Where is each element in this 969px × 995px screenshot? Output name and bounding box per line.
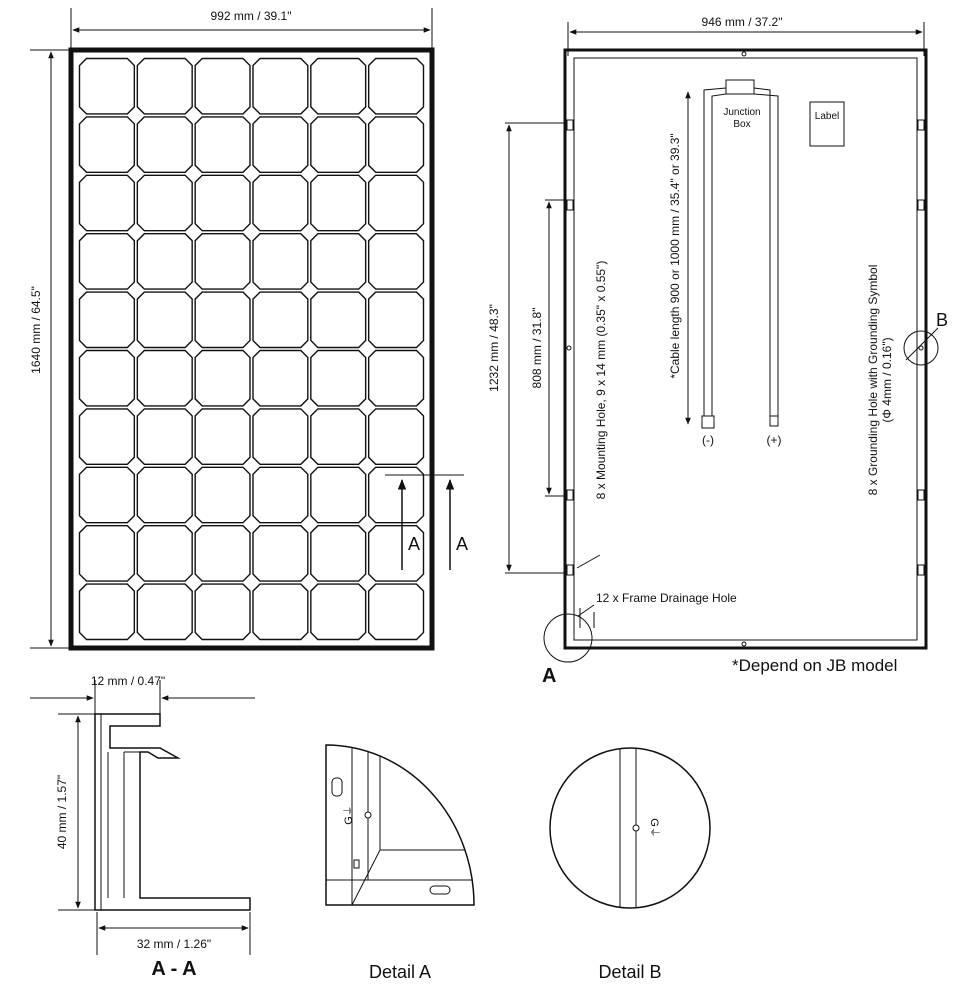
section-a-a-view [30, 674, 255, 980]
solar-cell [253, 117, 308, 172]
section-height-dimension: 40 mm / 1.57" [55, 774, 69, 850]
inner-span-dimension: 808 mm / 31.8" [530, 307, 544, 389]
solar-cell [311, 234, 366, 289]
cable-length-label: *Cable length 900 or 1000 mm / 35.4" or 39.3" [668, 133, 682, 379]
solar-cell [253, 409, 308, 464]
solar-cell [137, 175, 192, 230]
solar-cell [311, 584, 366, 639]
solar-cell [80, 409, 135, 464]
positive-terminal-label: (+) [766, 433, 782, 447]
solar-cell [253, 351, 308, 406]
detail-b-caption: Detail B [598, 962, 662, 982]
solar-cell [137, 584, 192, 639]
solar-cell [311, 409, 366, 464]
solar-cell [137, 409, 192, 464]
solar-cell [369, 117, 424, 172]
product-label-box [810, 102, 844, 146]
solar-cell [195, 175, 250, 230]
solar-cell [311, 351, 366, 406]
solar-cell [80, 175, 135, 230]
grounding-hole-label-line1: 8 x Grounding Hole with Grounding Symbol [866, 264, 880, 496]
solar-cell [369, 234, 424, 289]
grounding-hole-label-line2: (Φ 4mm / 0.16") [880, 337, 894, 423]
mounting-hole-label: 8 x Mounting Hole, 9 x 14 mm (0.35" x 0.55") [594, 260, 608, 500]
detail-a-marker-letter: A [542, 665, 557, 687]
drainage-hole-label: 12 x Frame Drainage Hole [596, 591, 737, 605]
solar-cell [253, 59, 308, 114]
solar-cell-grid [80, 59, 424, 640]
solar-cell [369, 292, 424, 347]
solar-cell [195, 467, 250, 522]
front-view [29, 8, 468, 648]
solar-cell [311, 175, 366, 230]
solar-cell [253, 584, 308, 639]
solar-cell [311, 292, 366, 347]
solar-cell [195, 59, 250, 114]
detail-a-ground-symbol: G⏚ [343, 805, 355, 825]
solar-cell [80, 59, 135, 114]
rear-width-dimension: 946 mm / 37.2" [701, 15, 783, 29]
solar-cell [311, 59, 366, 114]
solar-cell [311, 467, 366, 522]
front-width-dimension: 992 mm / 39.1" [210, 9, 292, 23]
solar-cell [253, 467, 308, 522]
junction-box-footnote: *Depend on JB model [732, 656, 898, 675]
solar-cell [80, 584, 135, 639]
solar-cell [369, 175, 424, 230]
solar-cell [369, 584, 424, 639]
solar-cell [195, 351, 250, 406]
solar-cell [195, 584, 250, 639]
solar-cell [80, 351, 135, 406]
junction-box-label-line1: Junction [723, 107, 761, 118]
positive-connector [770, 416, 778, 426]
solar-cell [80, 117, 135, 172]
solar-cell [369, 59, 424, 114]
solar-cell [369, 467, 424, 522]
solar-cell [137, 234, 192, 289]
solar-cell [311, 117, 366, 172]
detail-b-ground-symbol: G⏚ [648, 818, 660, 838]
solar-cell [137, 59, 192, 114]
section-marker-left: A [408, 534, 421, 554]
solar-cell [369, 351, 424, 406]
section-marker-right: A [456, 534, 469, 554]
solar-cell [137, 117, 192, 172]
solar-cell [369, 409, 424, 464]
negative-terminal-label: (-) [702, 433, 714, 447]
solar-cell [253, 175, 308, 230]
solar-cell [253, 234, 308, 289]
solar-cell [80, 467, 135, 522]
solar-cell [195, 526, 250, 581]
detail-a-marker-circle [544, 614, 592, 662]
negative-connector [702, 416, 714, 428]
solar-cell [137, 351, 192, 406]
detail-a-view [326, 745, 480, 982]
section-caption: A - A [151, 958, 197, 980]
section-top-width-dimension: 12 mm / 0.47" [90, 674, 166, 688]
detail-a-caption: Detail A [368, 962, 432, 982]
solar-cell [195, 117, 250, 172]
solar-cell [80, 292, 135, 347]
solar-cell [253, 526, 308, 581]
solar-cell [137, 526, 192, 581]
solar-cell [195, 292, 250, 347]
detail-b-view [550, 740, 710, 982]
detail-b-marker-letter: B [936, 310, 949, 330]
front-height-dimension: 1640 mm / 64.5" [29, 286, 43, 374]
rear-view [487, 15, 948, 687]
solar-cell [137, 292, 192, 347]
solar-cell [195, 409, 250, 464]
frame-profile [95, 714, 250, 910]
solar-cell [311, 526, 366, 581]
product-label-text: Label [814, 111, 840, 122]
solar-cell [195, 234, 250, 289]
mounting-span-dimension: 1232 mm / 48.3" [487, 304, 501, 392]
solar-cell [80, 234, 135, 289]
solar-cell [137, 467, 192, 522]
solar-cell [253, 292, 308, 347]
junction-box-connector [726, 80, 754, 94]
solar-cell [80, 526, 135, 581]
section-bottom-width-dimension: 32 mm / 1.26" [136, 937, 212, 951]
junction-box-label-line2: Box [733, 119, 751, 130]
